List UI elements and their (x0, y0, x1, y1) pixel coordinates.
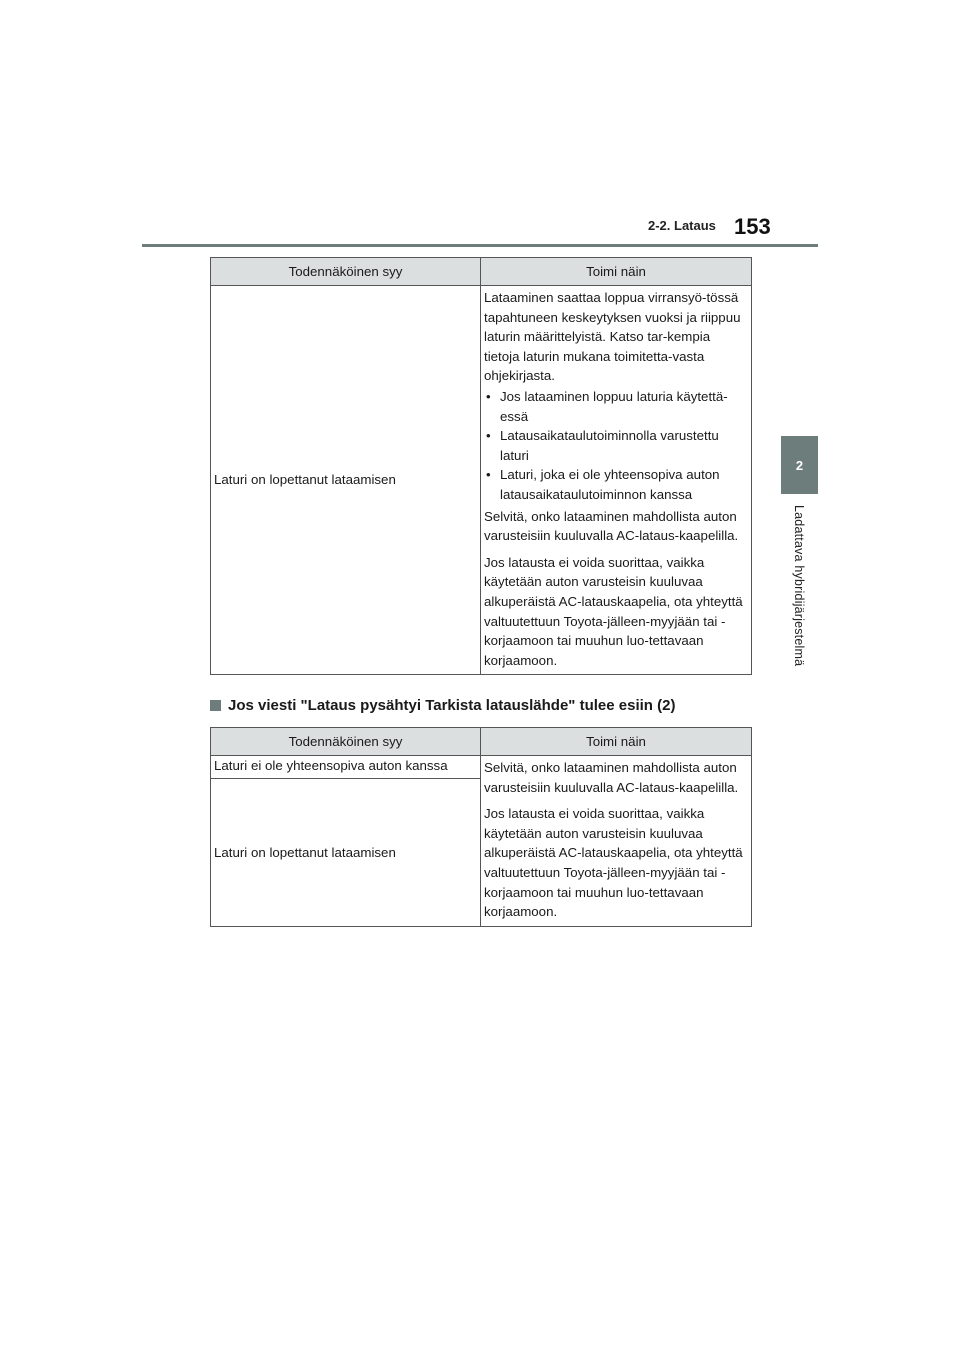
section-subheading (210, 697, 675, 714)
list-item: • Laturi, joka ei ole yhteensopiva auton latausaikataulutoiminnon kanssa (484, 465, 748, 504)
cause-cell: Laturi on lopettanut lataamisen (211, 286, 481, 675)
header-rule (142, 244, 818, 247)
action-paragraph: Selvitä, onko lataaminen mahdollista auton varusteisiin kuuluvalla AC-lataus-kaapelilla. (484, 508, 739, 544)
table-row (211, 756, 752, 779)
header-action: Toimi näin (481, 258, 752, 286)
list-item: • Jos lataaminen loppuu laturia käytettä-essä (484, 387, 748, 426)
section-title: 2-2. Lataus (648, 218, 716, 233)
table-row (211, 286, 752, 675)
action-paragraph: Jos latausta ei voida suorittaa, vaikka käytetään auton varusteisin kuuluvaa alkuperäistä AC-latauskaapelia, ota yhteyttä valtuutettuun Toyota-jälleen-myyjään tai -korjaamoon tai muuhun luo-tettavaan korjaamoon. (484, 554, 743, 668)
table-header-row (211, 728, 752, 756)
action-intro: Lataaminen saattaa loppua virransyö-tössä tapahtuneen keskeytyksen vuoksi ja riippuu laturin määrittelyistä. Katso tar-kempia tietoja laturin mukana toimitetta-vasta ohjekirjasta. (484, 290, 741, 384)
cause-cell: Laturi ei ole yhteensopiva auton kanssa (211, 756, 481, 779)
chapter-tab: 2 (781, 436, 818, 494)
header-cause: Todennäköinen syy (211, 258, 481, 286)
subheading-text: Jos viesti "Lataus pysähtyi Tarkista latauslähde" tulee esiin (2) (228, 697, 676, 714)
chapter-label: Ladattava hybridijärjestelmä (792, 505, 806, 667)
troubleshooting-table-1 (210, 257, 752, 675)
action-cell (481, 756, 752, 927)
list-item: • Latausaikataulutoiminnolla varustettu laturi (484, 426, 748, 465)
header-action: Toimi näin (481, 728, 752, 756)
action-cell (481, 286, 752, 675)
table-header-row (211, 258, 752, 286)
square-bullet-icon (210, 700, 221, 711)
cause-cell: Laturi on lopettanut lataamisen (211, 779, 481, 927)
page-number: 153 (734, 214, 771, 239)
action-paragraph: Jos latausta ei voida suorittaa, vaikka käytetään auton varusteisin kuuluvaa alkuperäistä AC-latauskaapelia, ota yhteyttä valtuutettuun Toyota-jälleen-myyjään tai -korjaamoon tai muuhun luo-tettavaan korjaamoon. (484, 806, 743, 920)
troubleshooting-table-2 (210, 727, 752, 927)
header-cause: Todennäköinen syy (211, 728, 481, 756)
action-paragraph: Selvitä, onko lataaminen mahdollista auton varusteisiin kuuluvalla AC-lataus-kaapelilla. (484, 760, 739, 795)
action-bullet-list (484, 387, 748, 505)
